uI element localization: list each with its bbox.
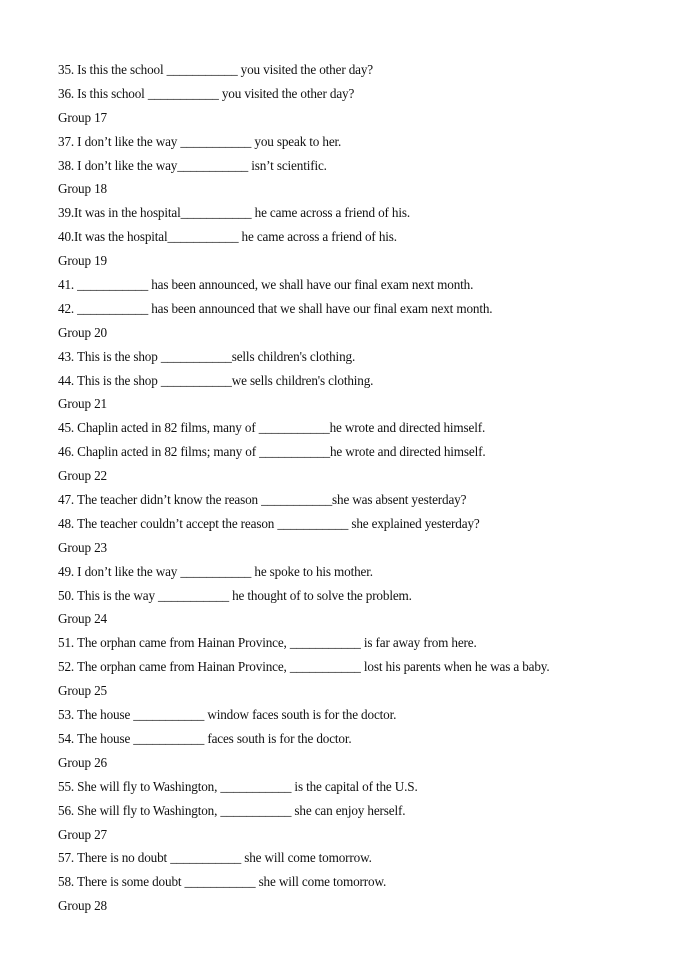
question-48: 48. The teacher couldn’t accept the reason ___________ she explained yesterday? <box>58 515 480 531</box>
group-heading-19: Group 19 <box>58 253 107 269</box>
question-49: 49. I don’t like the way ___________ he spoke to his mother. <box>58 563 373 579</box>
question-56: 56. She will fly to Washington, ___________ she can enjoy herself. <box>58 802 406 818</box>
group-heading-23: Group 23 <box>58 539 107 555</box>
question-51: 51. The orphan came from Hainan Province, ___________ is far away from here. <box>58 635 477 651</box>
question-53: 53. The house ___________ window faces south is for the doctor. <box>58 707 397 723</box>
question-58: 58. There is some doubt ___________ she will come tomorrow. <box>58 874 387 890</box>
group-heading-26: Group 26 <box>58 754 107 770</box>
group-heading-18: Group 18 <box>58 181 107 197</box>
question-42: 42. ___________ has been announced that we shall have our final exam next month. <box>58 300 493 316</box>
question-37: 37. I don’t like the way ___________ you speak to her. <box>58 133 342 149</box>
question-43: 43. This is the shop ___________sells children's clothing. <box>58 348 356 364</box>
group-heading-17: Group 17 <box>58 109 107 125</box>
question-57: 57. There is no doubt ___________ she will come tomorrow. <box>58 850 372 866</box>
question-36: 36. Is this school ___________ you visited the other day? <box>58 85 355 101</box>
group-heading-21: Group 21 <box>58 396 107 412</box>
group-heading-20: Group 20 <box>58 324 107 340</box>
question-38: 38. I don’t like the way___________ isn’t scientific. <box>58 157 327 173</box>
question-52: 52. The orphan came from Hainan Province, ___________ lost his parents when he was a baby. <box>58 659 550 675</box>
question-39: 39.It was in the hospital___________ he came across a friend of his. <box>58 205 411 221</box>
question-45: 45. Chaplin acted in 82 films, many of ___________he wrote and directed himself. <box>58 420 486 436</box>
group-heading-28: Group 28 <box>58 898 107 914</box>
question-44: 44. This is the shop ___________we sells children's clothing. <box>58 372 374 388</box>
question-46: 46. Chaplin acted in 82 films; many of ___________he wrote and directed himself. <box>58 444 486 460</box>
question-35: 35. Is this the school ___________ you visited the other day? <box>58 62 374 77</box>
group-heading-25: Group 25 <box>58 683 107 699</box>
question-50: 50. This is the way ___________ he thought of to solve the problem. <box>58 587 412 603</box>
question-47: 47. The teacher didn’t know the reason ___________she was absent yesterday? <box>58 492 467 508</box>
group-heading-27: Group 27 <box>58 826 107 842</box>
question-41: 41. ___________ has been announced, we shall have our final exam next month. <box>58 277 474 293</box>
group-heading-24: Group 24 <box>58 611 107 627</box>
worksheet-page <box>58 60 668 920</box>
question-40: 40.It was the hospital___________ he came across a friend of his. <box>58 229 397 245</box>
question-54: 54. The house ___________ faces south is for the doctor. <box>58 730 352 746</box>
group-heading-22: Group 22 <box>58 468 107 484</box>
question-55: 55. She will fly to Washington, ___________ is the capital of the U.S. <box>58 778 418 794</box>
